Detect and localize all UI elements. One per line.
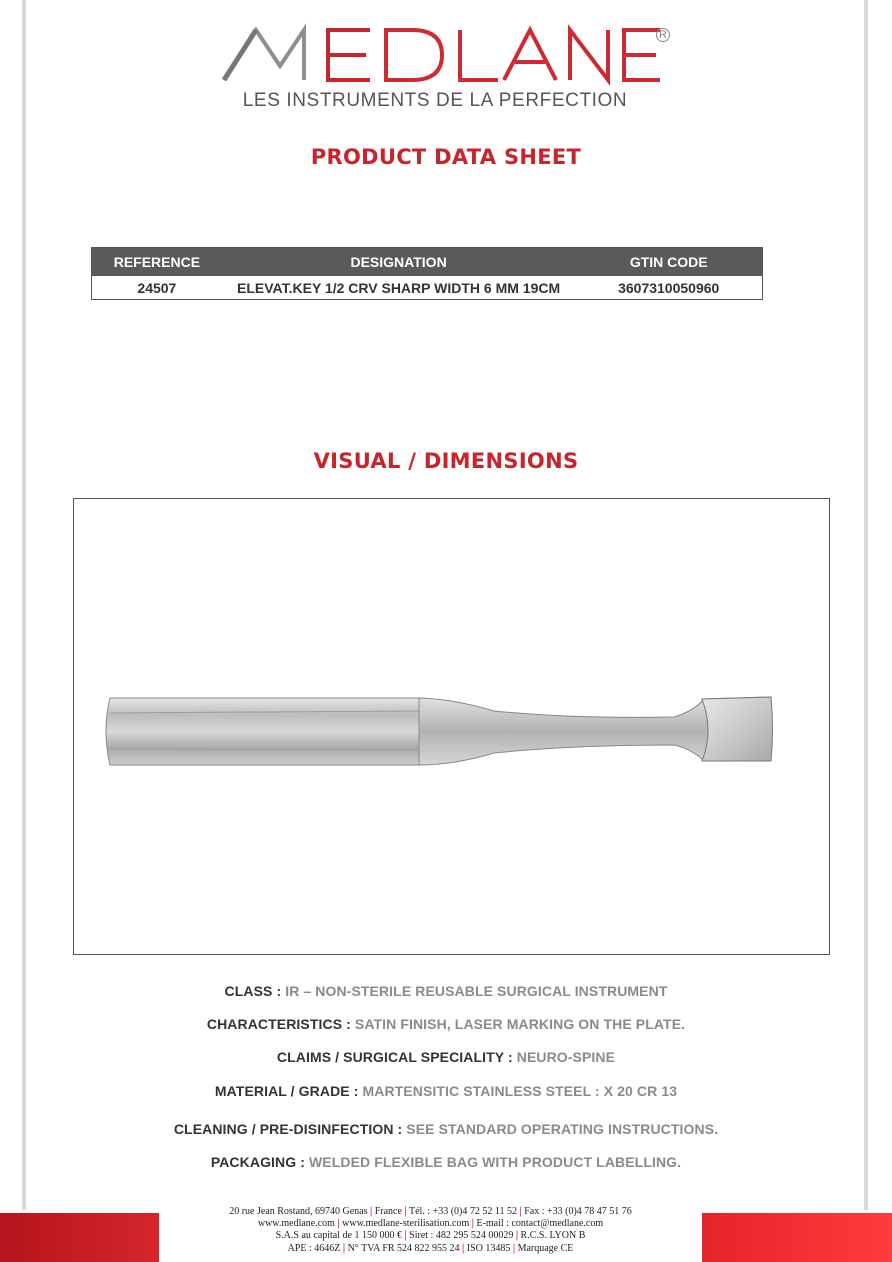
cell-reference: 24507 — [92, 276, 222, 300]
footer-red-bar-left — [0, 1213, 159, 1262]
visual-dimensions-title: VISUAL / DIMENSIONS — [313, 449, 579, 473]
cell-designation: ELEVAT.KEY 1/2 CRV SHARP WIDTH 6 MM 19CM — [222, 276, 576, 300]
product-data-sheet-title: PRODUCT DATA SHEET — [310, 145, 582, 169]
sterilisation-website-link[interactable]: www.medlane-sterilisation.com — [342, 1218, 470, 1230]
surgical-elevator-image — [74, 499, 829, 954]
header-reference: REFERENCE — [92, 248, 222, 276]
medlane-logo-wordmark — [220, 22, 660, 86]
footer-address-line: 20 rue Jean Rostand, 69740 Genas | France | Tél. : +33 (0)4 72 52 11 52 | Fax : +33 (0)4 78 47 51 76 — [229, 1206, 632, 1217]
company-footer — [159, 1206, 702, 1255]
spec-characteristics: CHARACTERISTICS : SATIN FINISH, LASER MARKING ON THE PLATE. — [206, 1016, 686, 1032]
spec-claims: CLAIMS / SURGICAL SPECIALITY : NEURO-SPINE — [276, 1049, 616, 1065]
product-visual-frame — [73, 498, 830, 955]
brand-tagline: LES INSTRUMENTS DE LA PERFECTION — [242, 90, 628, 111]
table-header-row — [92, 248, 763, 276]
spec-cleaning: CLEANING / PRE-DISINFECTION : SEE STANDARD OPERATING INSTRUCTIONS. — [173, 1121, 719, 1137]
footer-registration-line: APE : 4646Z | N° TVA FR 524 822 955 24 | ISO 13485 | Marquage CE — [287, 1242, 574, 1254]
header-designation: DESIGNATION — [222, 248, 576, 276]
table-row — [92, 276, 763, 300]
product-reference-table — [91, 247, 763, 300]
spec-packaging: PACKAGING : WELDED FLEXIBLE BAG WITH PRODUCT LABELLING. — [210, 1154, 682, 1170]
website-link[interactable]: www.medlane.com — [257, 1218, 335, 1230]
cell-gtin-code: 3607310050960 — [575, 276, 762, 300]
spec-material: MATERIAL / GRADE : MARTENSITIC STAINLESS STEEL : X 20 CR 13 — [214, 1083, 678, 1099]
footer-web-line: www.medlane.com | www.medlane-sterilisation.com | E-mail : contact@medlane.com — [257, 1218, 604, 1230]
medlane-logo — [220, 22, 680, 114]
footer-legal-line: S.A.S au capital de 1 150 000 € | Siret : 482 295 524 00029 | R.C.S. LYON B — [275, 1230, 586, 1242]
email-link[interactable]: E-mail : contact@medlane.com — [476, 1218, 604, 1230]
spec-class: CLASS : IR – NON-STERILE REUSABLE SURGICAL INSTRUMENT — [224, 983, 668, 999]
header-gtin-code: GTIN CODE — [575, 248, 762, 276]
registered-mark: R — [656, 28, 670, 42]
footer-red-bar-right — [702, 1213, 892, 1262]
